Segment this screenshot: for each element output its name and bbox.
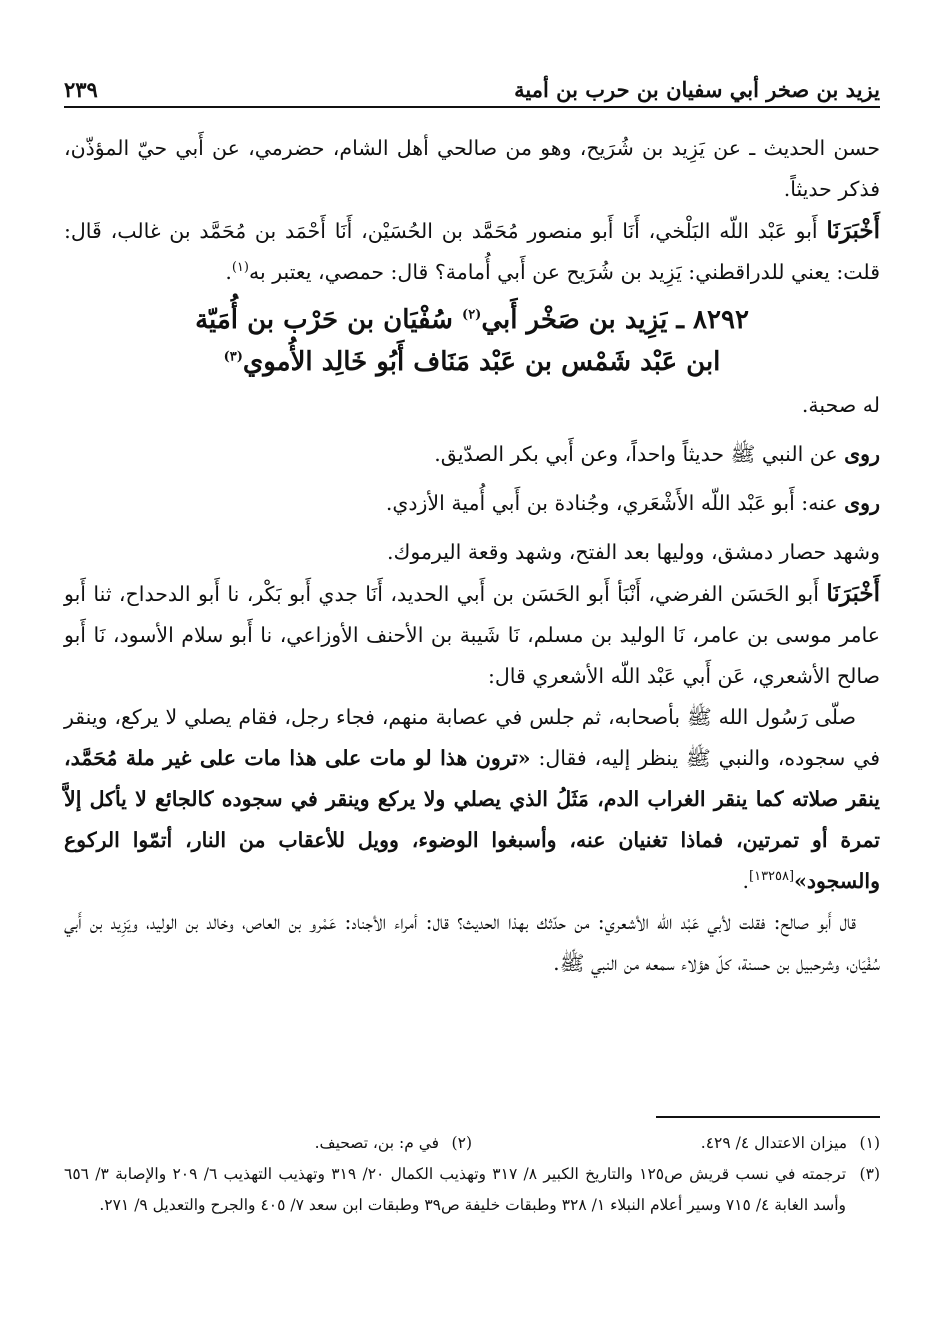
main-text [64,128,880,984]
page-header [64,60,880,104]
rawa-lead-2: روى [844,491,880,515]
page-number: ٢٣٩ [64,77,98,102]
header-rule [64,106,880,108]
paragraph-9: قال أَبو صالح: فقلت لأبي عَبْد اللّه الأشعري: من حدّثك بهذا الحديث؟ قال: أمراء الأجناد: عَمْرو بن العاص، وخالد بن الوليد، ويَزِيد بن أَبي سُفْيَان، وشرحبيل بن حسنة، كلّ هؤلاء سمعه من النبي ﷺ. [64,910,880,975]
footnote-ref-2: (٢) [462,307,482,323]
akhbarana-lead-2: أَخْبَرَنَا [826,580,880,607]
paragraph-7-text: أَبو الحَسَن الفرضي، أَنْبَأ أَبو الحَسَن بن أَبي الحديد، أَنَا جدي أَبو بَكْر، نا أَبو الدحداح، ثنا أَبو عامر موسى بن عامر، نَا الوليد بن مسلم، نَا شَيبة بن الأحنف الأوزاعي، نا أَبو سلام الأسود، نَا أَبو صالح الأشعري، عَن أَبي عَبْد اللّه الأشعري قال: [64,582,880,688]
footnote-ref-3: (٣) [223,349,243,365]
footnote-row-1 [64,1128,880,1159]
paragraph-3: له صحبة. [801,393,880,417]
paragraph-6: وشهد حصار دمشق، ووليها بعد الفتح، وشهد وقعة اليرموك. [386,540,880,564]
footnote-2-text: في م: بن، تصحيف. [314,1134,440,1152]
entry-title-line-2-text: ابن عَبْد شَمْس بن عَبْد مَنَاف أَبُو خَالِد الأُموي [242,347,721,377]
footnote-1 [472,1128,880,1159]
footnote-1-number: (١) [859,1134,880,1152]
footnote-2 [64,1128,472,1159]
paragraph-7 [64,573,880,697]
footnotes [64,1128,880,1221]
footnote-3-number: (٣) [859,1165,880,1183]
entry-title-line-1a: ٨٢٩٢ ـ يَزِيد بن صَخْر أَبي [481,305,749,335]
paragraph-4-text: عن النبي ﷺ حديثاً واحداً، وعن أَبي بكر الصدّيق. [434,442,845,466]
footnote-2-number: (٢) [451,1134,472,1152]
paragraph-1: حسن الحديث ـ عن يَزِيد بن شُرَيح، وهو من صالحي أهل الشام، حضرمي، عن أَبي حيّ المؤذّن، فذكر حديثاً. [64,136,880,201]
rawa-lead-1: روى [844,442,880,466]
paragraph-2: أَخْبَرَنَا أَبو عَبْد اللّه البَلْخي، أَنَا أَبو منصور مُحَمَّد بن الحُسَيْن، أَنَا أَحْمَد بن مُحَمَّد بن غالب، قَال: قلت: يعني للدراقطني: يَزِيد بن شُرَيح عن أَبي أُمامة؟ قال: حمصي، يعتبر به$^{(١)}$. [64,217,880,284]
paragraph-8-text: صلّى رَسُول الله ﷺ بأصحابه، ثم جلس في عصابة منهم، فجاء رجل، فقام يصلي لا يركع، وينقر في سجوده، والنبي ﷺ ينظر إليه، فقال: [64,705,881,770]
hadith-number: [١٣٢٥٨] [749,869,795,885]
entry-title-line-1 [64,299,880,341]
footnote-3 [64,1159,880,1221]
running-title: يزيد بن صخر أبي سفيان بن حرب بن أمية [514,77,880,102]
footnote-3-text: ترجمته في نسب قريش ص١٢٥ والتاريخ الكبير ٨/ ٣١٧ وتهذيب الكمال ٢٠/ ٣١٩ وتهذيب التهذيب ٦/ ٢٠٩ والإصابة ٣/ ٦٥٦ وأسد الغابة ٤/ ٧١٥ وسير أعلام النبلاء ١/ ٣٢٨ وطبقات خليفة ص٣٩ وطبقات ابن سعد ٧/ ٤٠٥ والجرح والتعديل ٩/ ٢٧١. [64,1165,847,1214]
paragraph-8 [64,697,880,902]
footnote-1-text: ميزان الاعتدال ٤/ ٤٢٩. [700,1134,848,1152]
entry-title [64,299,880,383]
paragraph-8-end: . [742,869,750,893]
entry-title-line-1b: سُفْيَان بن حَرْب بن أُمَيّة [195,305,463,335]
hadith-text: «ترون هذا لو مات على هذا مات على غير ملة مُحَمَّد، ينقر صلاته كما ينقر الغراب الدم، مَثَلُ الذي يصلي ولا يركع وينقر في سجوده كالجائع لا يأكل إلاَّ تمرة أو تمرتين، فماذا تغنيان عنه، وأسبغوا الوضوء، وويل للأعقاب من النار، أتمّوا الركوع والسجود» [64,746,880,893]
paragraph-5-text: عنه: أَبو عَبْد اللّه الأَشْعَري، وجُنادة بن أَبي أُمية الأزدي. [385,491,845,515]
footnote-ref-1: (١) [231,260,249,276]
paragraph-4 [64,434,880,475]
footnote-rule [656,1116,880,1118]
entry-title-line-2 [64,341,880,383]
akhbarana-lead: أَخْبَرَنَا [826,217,880,244]
paragraph-5 [64,483,880,524]
paragraph-2-text: أَبو عَبْد اللّه البَلْخي، أَنَا أَبو منصور مُحَمَّد بن الحُسَيْن، أَنَا أَحْمَد بن مُحَمَّد بن غالب، قَال: قلت: يعني للدراقطني: يَزِيد بن شُرَيح عن أَبي أُمامة؟ قال: حمصي، يعتبر به [64,219,880,284]
